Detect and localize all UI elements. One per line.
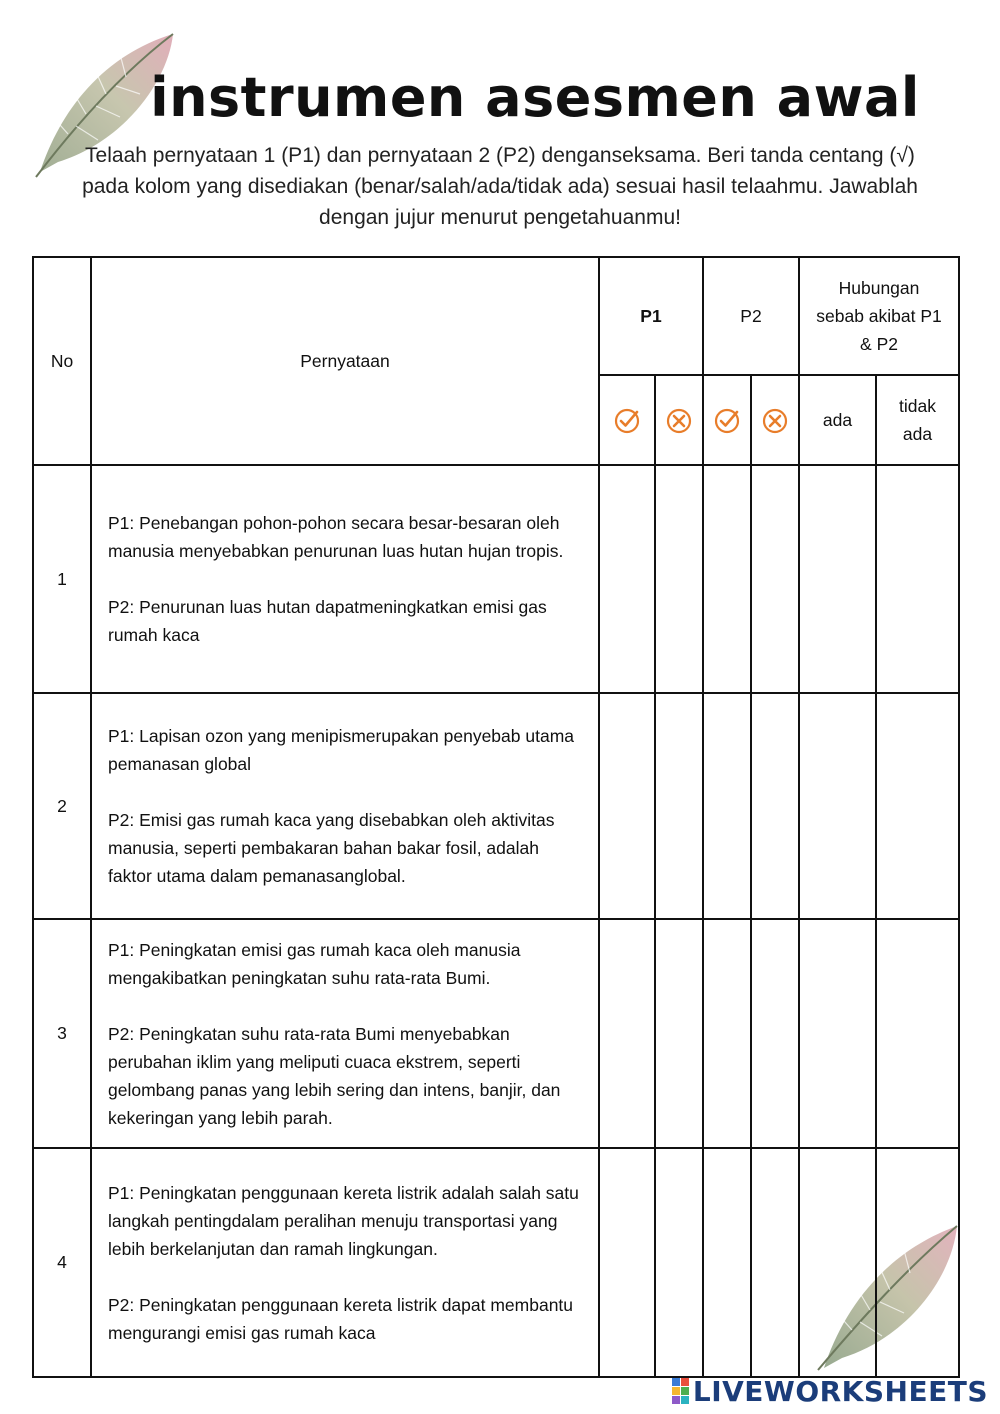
statement-p2: P2: Penurunan luas hutan dapatmeningkatkan emisi gas rumah kaca xyxy=(108,597,547,645)
header-p1-wrong xyxy=(655,375,703,465)
answer-p1-wrong[interactable] xyxy=(655,919,703,1148)
answer-p1-correct[interactable] xyxy=(599,465,655,693)
assessment-table xyxy=(32,256,960,1378)
row-number: 3 xyxy=(33,919,91,1148)
header-tidak-ada: tidak ada xyxy=(876,375,959,465)
statement-p1: P1: Penebangan pohon-pohon secara besar-besaran oleh manusia menyebabkan penurunan luas hutan hujan tropis. xyxy=(108,513,564,561)
table-row xyxy=(33,1148,959,1377)
answer-relation-tidak-ada[interactable] xyxy=(876,1148,959,1377)
check-circle-icon xyxy=(713,407,741,435)
header-p2: P2 xyxy=(703,257,799,375)
answer-relation-ada[interactable] xyxy=(799,693,876,919)
answer-relation-ada[interactable] xyxy=(799,919,876,1148)
header-p1: P1 xyxy=(599,257,703,375)
statement-p2: P2: Peningkatan penggunaan kereta listrik dapat membantu mengurangi emisi gas rumah kaca xyxy=(108,1294,574,1343)
answer-relation-tidak-ada[interactable] xyxy=(876,465,959,693)
table-row xyxy=(33,693,959,919)
answer-p2-wrong[interactable] xyxy=(751,919,799,1148)
header-p2-wrong xyxy=(751,375,799,465)
header-no: No xyxy=(33,257,91,465)
logo-text: LIVEWORKSHEETS xyxy=(692,1374,988,1408)
answer-relation-ada[interactable] xyxy=(799,1148,876,1377)
answer-p1-correct[interactable] xyxy=(599,1148,655,1377)
answer-relation-tidak-ada[interactable] xyxy=(876,919,959,1148)
header-relation: Hubungan sebab akibat P1 & P2 xyxy=(799,257,959,375)
row-number: 4 xyxy=(33,1148,91,1377)
answer-p2-wrong[interactable] xyxy=(751,1148,799,1377)
header-ada: ada xyxy=(799,375,876,465)
page-title: instrumen asesmen awal xyxy=(150,66,920,129)
row-number: 1 xyxy=(33,465,91,693)
cross-circle-icon xyxy=(665,407,693,435)
answer-p2-correct[interactable] xyxy=(703,465,751,693)
cross-circle-icon xyxy=(761,407,789,435)
logo-blocks-icon xyxy=(672,1378,689,1404)
table-row xyxy=(33,465,959,693)
header-statement: Pernyataan xyxy=(91,257,599,465)
answer-relation-ada[interactable] xyxy=(799,465,876,693)
check-circle-icon xyxy=(613,407,641,435)
statement-cell xyxy=(91,919,599,1148)
statement-p2: P2: Emisi gas rumah kaca yang disebabkan oleh aktivitas manusia, seperti pembakaran bahan bakar fosil, adalah faktor utama dalam pemanasanglobal. xyxy=(108,810,555,886)
answer-relation-tidak-ada[interactable] xyxy=(876,693,959,919)
answer-p1-wrong[interactable] xyxy=(655,465,703,693)
answer-p2-correct[interactable] xyxy=(703,1148,751,1377)
header-p2-correct xyxy=(703,375,751,465)
answer-p2-wrong[interactable] xyxy=(751,465,799,693)
answer-p2-wrong[interactable] xyxy=(751,693,799,919)
answer-p1-wrong[interactable] xyxy=(655,1148,703,1377)
answer-p1-wrong[interactable] xyxy=(655,693,703,919)
statement-p1: P1: Peningkatan emisi gas rumah kaca oleh manusia mengakibatkan peningkatan suhu rata-rata Bumi. xyxy=(108,939,521,988)
row-number: 2 xyxy=(33,693,91,919)
statement-p1: P1: Peningkatan penggunaan kereta listrik adalah salah satu langkah pentingdalam peralihan menuju transportasi yang lebih berkelanjutan dan ramah lingkungan. xyxy=(108,1182,579,1259)
instructions: Telaah pernyataan 1 (P1) dan pernyataan 2 (P2) denganseksama. Beri tanda centang (√) pada kolom yang disediakan (benar/salah/ada/tidak ada) sesuai hasil telaahmu. Jawablah dengan jujur menurut pengetahuanmu! xyxy=(82,144,918,229)
answer-p2-correct[interactable] xyxy=(703,919,751,1148)
statement-cell xyxy=(91,465,599,693)
answer-p1-correct[interactable] xyxy=(599,693,655,919)
answer-p2-correct[interactable] xyxy=(703,693,751,919)
statement-cell xyxy=(91,693,599,919)
statement-p2: P2: Peningkatan suhu rata-rata Bumi menyebabkan perubahan iklim yang meliputi cuaca ekstrem, seperti gelombang panas yang lebih sering dan intens, banjir, dan kekeringan yang lebih parah. xyxy=(108,1023,561,1128)
answer-p1-correct[interactable] xyxy=(599,919,655,1148)
statement-cell xyxy=(91,1148,599,1377)
liveworksheets-logo xyxy=(672,1376,988,1406)
statement-p1: P1: Lapisan ozon yang menipismerupakan penyebab utama pemanasan global xyxy=(108,726,575,774)
header-p1-correct xyxy=(599,375,655,465)
table-row xyxy=(33,919,959,1148)
